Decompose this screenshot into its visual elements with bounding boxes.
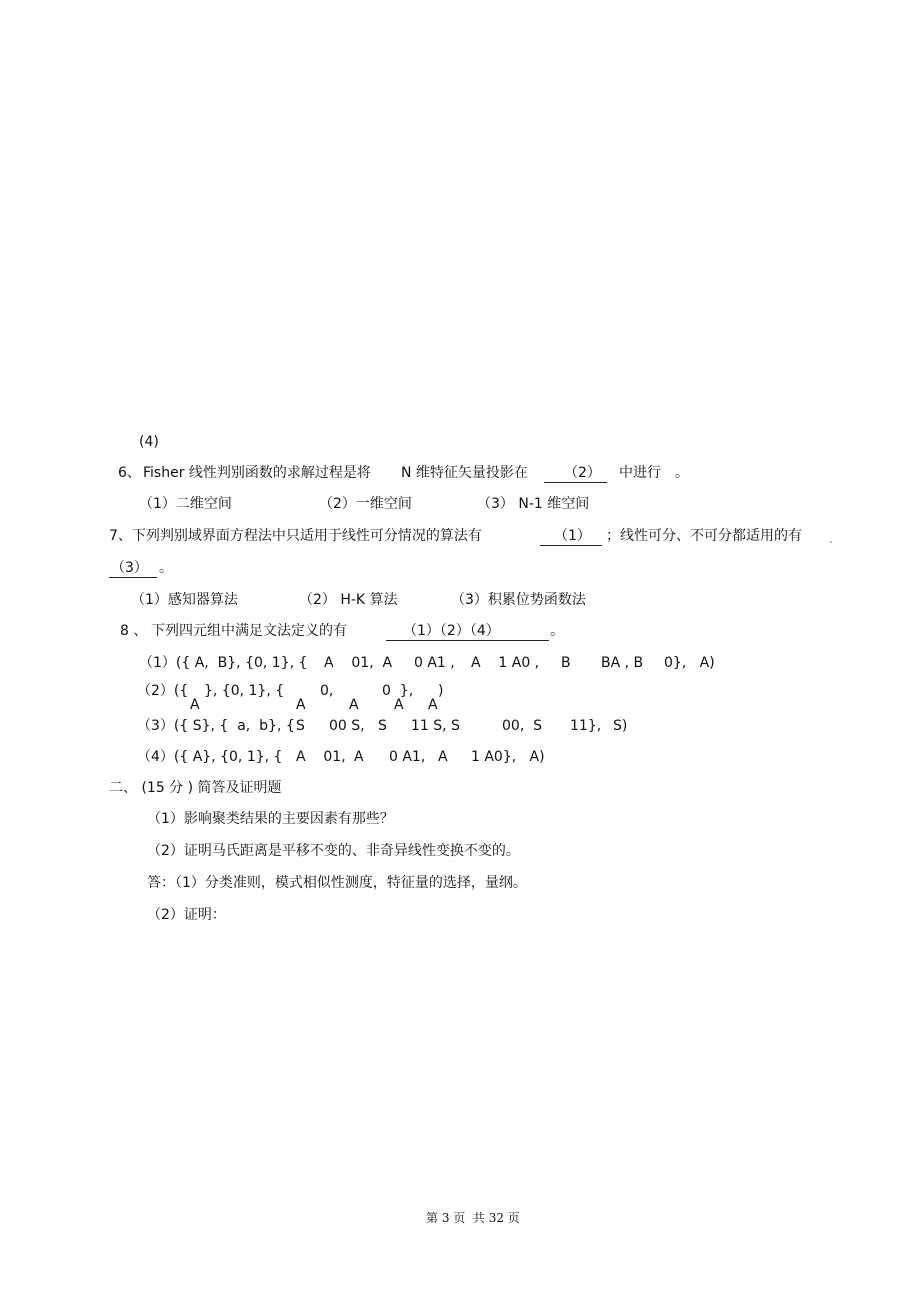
q6-option-1: （1）二维空间 — [139, 496, 232, 512]
q6-text-part1: Fisher 线性判别函数的求解过程是将 — [143, 465, 371, 481]
q8-option2-part2: }, {0, 1}, { — [204, 683, 285, 699]
q8-option2-part4: 0 }, — [382, 683, 414, 699]
q8-option1-part7: 0}, A) — [664, 655, 715, 671]
scan-speck — [830, 541, 832, 543]
section2-answer-2: （2）证明： — [147, 907, 226, 923]
q8-option1-part4: A 1 A0 , — [471, 655, 540, 671]
q8-option3-part4: S — [378, 718, 387, 734]
q8-answer-blank: （1）（2）（4） — [403, 623, 500, 639]
q6-text-part2: N 维特征矢量投影在 — [401, 465, 528, 481]
q8-option1-part2: A 01, A — [324, 655, 393, 671]
q6-answer-blank: （2） — [564, 465, 601, 481]
q8-option2-sub5: A — [428, 697, 438, 713]
q8-option1-part3: 0 A1 , — [414, 655, 455, 671]
page-footer: 第 3 页 共 32 页 — [426, 1211, 520, 1225]
q6-option-3: （3） N-1 维空间 — [477, 496, 590, 512]
q7-blank2-underline — [109, 577, 157, 578]
q8-option2-sub4: A — [394, 697, 404, 713]
q7-text-part1: 7、下列判别域界面方程法中只适用于线性可分情况的算法有 — [109, 528, 482, 544]
q8-option1-part6: BA , B — [601, 655, 644, 671]
q7-option-2: （2） H-K 算法 — [299, 592, 398, 608]
q8-option2-sub2: A — [296, 697, 306, 713]
q7-option-1: （1）感知器算法 — [131, 592, 238, 608]
q8-text: 下列四元组中满足文法定义的有 — [151, 623, 347, 639]
q8-blank-underline — [386, 640, 549, 641]
q7-period: 。 — [159, 560, 173, 576]
q8-option4-part1: （4）({ A}, {0, 1}, { — [137, 749, 283, 765]
q8-option4-part4: 0 A1, — [389, 749, 426, 765]
q7-text-part2: ；线性可分、不可分都适用的有 — [606, 528, 802, 544]
q8-number: 8 、 — [120, 623, 148, 639]
q6-option-2: （2）一维空间 — [319, 496, 412, 512]
q6-text-part3: 中进行 — [619, 465, 661, 481]
q8-option2-part5: ) — [438, 683, 444, 699]
q8-option3-part8: S) — [613, 718, 628, 734]
section2-title: 二、 (15 分 ) 简答及证明题 — [109, 780, 282, 796]
q8-option3-part3: 00 S, — [329, 718, 365, 734]
q6-blank-underline — [544, 482, 607, 483]
q8-option2-sub3: A — [349, 697, 359, 713]
q7-option-3: （3）积累位势函数法 — [451, 592, 586, 608]
q8-option2-part3: 0, — [320, 683, 334, 699]
q8-option2-part1: （2）({ — [137, 683, 189, 699]
q8-option3-part6: 00, S — [502, 718, 543, 734]
q8-option4-part5: A — [438, 749, 448, 765]
q7-blank1-underline — [540, 545, 602, 546]
q8-option4-part6: 1 A0}, A) — [471, 749, 545, 765]
q8-option3-part5: 11 S, S — [411, 718, 460, 734]
section2-question-2: （2）证明马氏距离是平移不变的、非奇异线性变换不变的。 — [147, 843, 520, 859]
q7-answer-blank-1: （1） — [554, 528, 591, 544]
q6-number: 6、 — [118, 465, 141, 481]
q5-option-4: (4) — [139, 434, 159, 450]
q8-option1-part1: （1）({ A, B}, {0, 1}, { — [139, 655, 308, 671]
section2-question-1: （1）影响聚类结果的主要因素有那些？ — [147, 811, 394, 827]
q8-option3-part7: 11}, — [570, 718, 602, 734]
q8-option3-part1: （3）({ S}, { a, b}, { — [137, 718, 295, 734]
q8-option1-part5: B — [561, 655, 571, 671]
section2-answer-1: 答：（1）分类准则，模式相似性测度，特征量的选择，量纲。 — [147, 875, 527, 891]
q8-period: 。 — [550, 623, 564, 639]
q8-option2-sub1: A — [190, 697, 200, 713]
q6-period: 。 — [675, 465, 689, 481]
q8-option3-part2: S — [296, 718, 305, 734]
q8-option4-part3: A — [354, 749, 364, 765]
q7-answer-blank-2: （3） — [111, 560, 148, 576]
q8-option4-part2: A 01, — [296, 749, 346, 765]
